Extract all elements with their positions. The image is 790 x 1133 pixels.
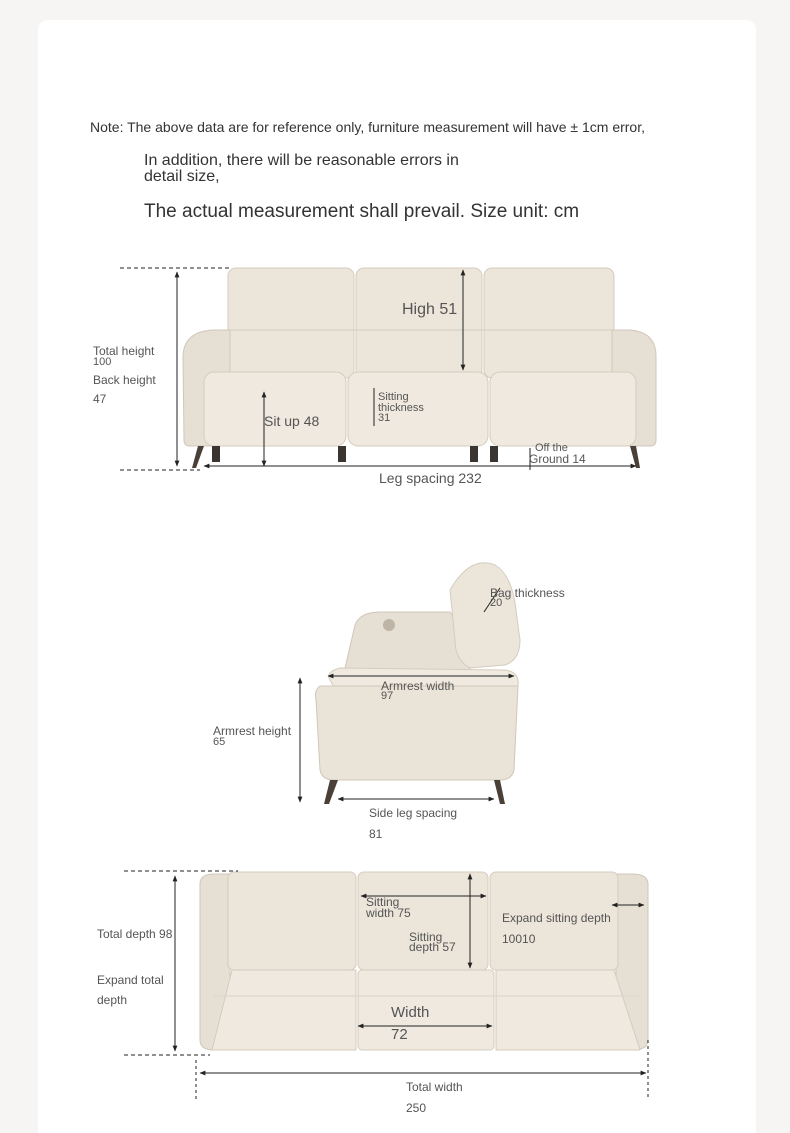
- note-line-2a: In addition, there will be reasonable errors in: [144, 152, 459, 169]
- bag-thickness-label: Bag thickness: [490, 586, 565, 600]
- off-ground-label-1: Off the: [535, 442, 568, 454]
- sit-up-label: Sit up 48: [264, 413, 320, 429]
- total-width-label: Total width: [406, 1080, 463, 1094]
- back-height-label: Back height: [93, 373, 156, 387]
- sitting-depth-label-1: Sitting: [409, 930, 443, 944]
- expand-sitting-depth-value: 10010: [502, 932, 536, 946]
- expand-total-label-1: Expand total: [97, 973, 164, 987]
- expand-sitting-depth-label: Expand sitting depth: [502, 911, 611, 925]
- sitting-width-label-1: Sitting: [366, 895, 400, 909]
- armrest-height-value: 65: [213, 736, 226, 748]
- total-depth-label: Total depth 98: [97, 927, 173, 941]
- off-ground-label-2: Ground 14: [529, 452, 586, 466]
- sitting-thickness-label-1: Sitting: [378, 391, 409, 403]
- leg-spacing-label: Leg spacing 232: [379, 470, 482, 486]
- armrest-width-label: Armrest width: [381, 679, 455, 693]
- sitting-width-label-2: width 75: [366, 906, 411, 920]
- back-height-value: 47: [93, 392, 107, 406]
- total-height-label: Total height: [93, 344, 155, 358]
- armrest-height-label: Armrest height: [213, 724, 292, 738]
- top-view-sofa-image: [200, 872, 648, 1050]
- armrest-width-value: 97: [381, 690, 394, 702]
- side-leg-spacing-label: Side leg spacing: [369, 806, 458, 820]
- sitting-thickness-label-2: thickness: [378, 402, 424, 414]
- width-label: Width: [391, 1004, 430, 1021]
- front-view-sofa-image: [183, 268, 656, 468]
- side-leg-spacing-value: 81: [369, 827, 383, 841]
- bag-thickness-value: 20: [490, 597, 503, 609]
- sitting-thickness-value: 31: [378, 412, 391, 424]
- high-label: High 51: [402, 301, 458, 318]
- width-value: 72: [391, 1026, 408, 1043]
- sitting-depth-label-2: depth 57: [409, 940, 456, 954]
- note-line-2b: detail size,: [144, 168, 220, 185]
- expand-total-label-2: depth: [97, 993, 128, 1007]
- note-line-3: The actual measurement shall prevail. Size unit: cm: [144, 201, 580, 222]
- note-line-1: Note: The above data are for reference only, furniture measurement will have ± 1cm error,: [90, 119, 645, 135]
- total-height-value: 100: [93, 356, 112, 368]
- total-width-value: 250: [406, 1101, 427, 1115]
